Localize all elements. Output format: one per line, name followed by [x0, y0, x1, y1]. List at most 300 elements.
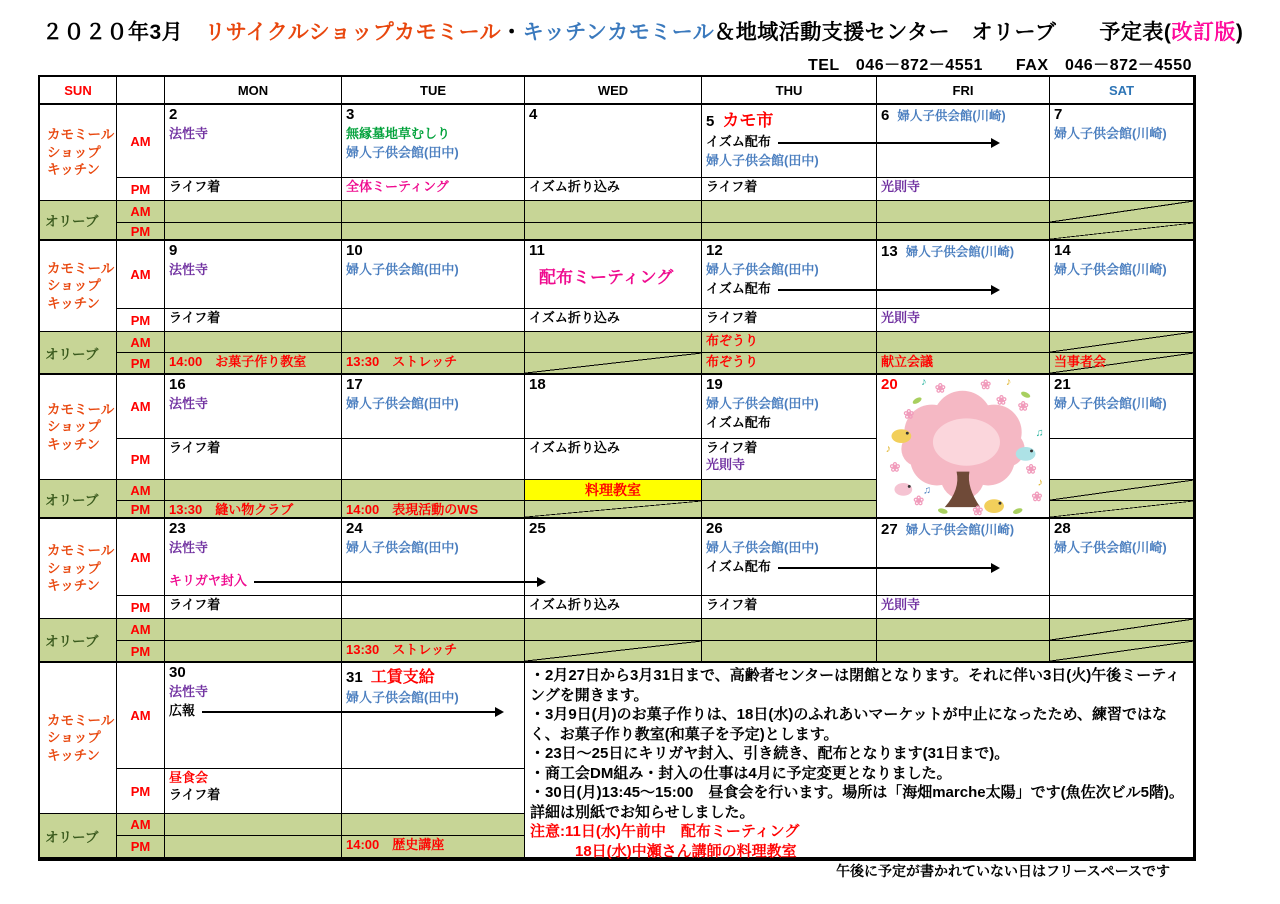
olive-cell [165, 814, 342, 836]
main-row-label-line: ショップ [47, 144, 101, 160]
main-row-label-line: ショップ [47, 419, 101, 435]
day-pm-cell [1050, 439, 1194, 480]
note-line: 注意:11日(水)午前中 配布ミーティング [530, 823, 800, 840]
event-text: 13:30 ストレッチ [346, 642, 458, 657]
event-text: 布ぞうり [706, 333, 759, 348]
event-item [342, 643, 524, 658]
olive-cell [525, 641, 702, 663]
day-am-cell [342, 105, 525, 178]
event-text: 光則寺 [881, 310, 921, 325]
event-item [702, 598, 876, 613]
date-line [702, 241, 876, 259]
svg-text:❀: ❀ [972, 503, 984, 517]
date-line [877, 375, 900, 393]
svg-text:❀: ❀ [980, 376, 991, 392]
day-pm-cell [165, 309, 342, 332]
am-label: AM [117, 105, 165, 178]
date-line [525, 375, 701, 393]
olive-cell [1050, 353, 1194, 375]
day-am-cell [165, 241, 342, 309]
olive-cell [877, 353, 1050, 375]
event-item [342, 541, 524, 556]
event-text: 婦人子供会館(田中) [706, 152, 819, 168]
event-item [525, 598, 701, 613]
olive-am-label: AM [117, 619, 165, 641]
pm-label: PM [117, 309, 165, 332]
day-am-cell [1050, 105, 1194, 178]
event-item [165, 685, 341, 700]
event-item [702, 355, 876, 370]
day-header-sat: SAT [1050, 77, 1194, 105]
am-label: AM [117, 375, 165, 439]
event-item [525, 441, 701, 456]
date-number: 5 [706, 113, 715, 130]
event-text: 法性寺 [169, 126, 209, 141]
olive-cell [342, 641, 525, 663]
day-header-wed: WED [525, 77, 702, 105]
event-text: 14:00 表現活動のWS [346, 502, 479, 517]
event-text: 法性寺 [169, 262, 209, 277]
date-number: 19 [706, 376, 723, 393]
svg-text:♪: ♪ [1005, 375, 1012, 388]
olive-cell [165, 332, 342, 353]
date-line [165, 241, 341, 259]
olive-cell [165, 201, 342, 223]
day-pm-cell [877, 178, 1050, 201]
day-header-fri: FRI [877, 77, 1050, 105]
olive-am-label: AM [117, 814, 165, 836]
olive-pm-label: PM [117, 641, 165, 663]
title-part: キッチンカモミール [522, 21, 715, 44]
svg-text:❀: ❀ [889, 459, 901, 475]
event-item [702, 282, 876, 297]
event-text: 婦人子供会館(田中) [706, 396, 819, 411]
day-header-tue: TUE [342, 77, 525, 105]
olive-cell [342, 501, 525, 519]
date-line [702, 105, 876, 131]
day-header-blank [117, 77, 165, 105]
event-item [1050, 263, 1193, 278]
event-item [342, 127, 524, 142]
olive-cell [702, 501, 877, 519]
main-row-label-line: カモミール [47, 260, 115, 276]
event-text: イズム折り込み [529, 179, 620, 194]
olive-cell [877, 223, 1050, 241]
date-number: 10 [346, 242, 363, 259]
date-number: 7 [1054, 106, 1063, 123]
svg-text:♫: ♫ [1035, 427, 1044, 440]
event-item [702, 560, 876, 575]
olive-pm-label: PM [117, 836, 165, 859]
day-am-cell [342, 241, 525, 309]
event-item [165, 263, 341, 278]
olive-cell [1050, 501, 1194, 519]
day-header-mon: MON [165, 77, 342, 105]
date-number: 6 [881, 107, 890, 124]
olive-row-label: オリーブ [40, 619, 117, 663]
event-item [877, 598, 1049, 613]
day-pm-cell [165, 596, 342, 619]
svg-text:♪: ♪ [885, 442, 892, 455]
olive-cell [165, 836, 342, 859]
date-line [702, 519, 876, 537]
event-text: 婦人子供会館(田中) [346, 262, 459, 277]
date-line [877, 519, 1049, 538]
sakura-tree-illustration [877, 375, 1049, 517]
day-am-cell [1050, 241, 1194, 309]
date-side-label: カモ市 [722, 111, 774, 130]
event-text: 13:30 ストレッチ [346, 354, 458, 369]
date-line [877, 105, 1049, 124]
day-am-cell [877, 241, 1050, 309]
day-pm-cell [525, 596, 702, 619]
date-line [165, 663, 341, 681]
tel-fax-line: TEL 046－872－4551 FAX 046－872－4550 [807, 57, 1192, 74]
event-text: ライフ着 [706, 440, 758, 455]
date-number: 30 [169, 664, 186, 681]
olive-cell [1050, 332, 1194, 353]
day-pm-cell [525, 439, 702, 480]
date-line [342, 663, 524, 687]
footer-note: 午後に予定が書かれていない日はフリースペースです [835, 863, 1170, 879]
date-number: 26 [706, 520, 723, 537]
event-item [1050, 541, 1193, 556]
olive-pm-label: PM [117, 223, 165, 241]
olive-row-label: オリーブ [40, 814, 117, 859]
olive-cell [342, 619, 525, 641]
event-item [165, 598, 341, 613]
title-part: ・ [501, 21, 523, 44]
day-am-cell [702, 375, 877, 439]
day-am-cell [342, 519, 525, 596]
pm-label: PM [117, 439, 165, 480]
event-text: 光則寺 [881, 179, 921, 194]
date-number: 11 [529, 242, 545, 259]
date-line [1050, 105, 1193, 123]
date-number: 14 [1054, 242, 1071, 259]
main-row-label [40, 241, 117, 332]
event-item [165, 180, 341, 195]
note-line: ・30日(月)13:45～15:00 昼食会を行います。場所は「海畑marche太陽」です(魚佐次ビル5階)。詳細は別紙でお知らせしました。 [530, 784, 1184, 821]
day-pm-cell [342, 596, 525, 619]
note-line: 18日(水)中瀬さん講師の料理教室 [530, 842, 797, 860]
event-text: 法性寺 [169, 684, 209, 699]
event-item [342, 691, 524, 706]
title-part: ) [1235, 21, 1244, 44]
main-row-label-line: ショップ [47, 560, 101, 576]
title-part: 改訂版 [1171, 21, 1236, 44]
date-line [342, 241, 524, 259]
note-line: ・3月9日(月)のお菓子作りは、18日(水)のふれあいマーケットが中止になったため、練習ではなく、お菓子作り教室(和菓子を予定)とします。 [530, 706, 1168, 743]
date-number: 12 [706, 242, 723, 259]
event-text: 光則寺 [881, 597, 921, 612]
event-item [877, 355, 1049, 370]
event-item [165, 574, 341, 589]
event-text: 婦人子供会館(田中) [346, 396, 459, 411]
event-item [702, 541, 876, 556]
svg-text:❀: ❀ [913, 493, 924, 509]
date-line [165, 375, 341, 393]
event-item [342, 355, 524, 370]
svg-text:♪: ♪ [921, 375, 927, 388]
event-item [165, 704, 341, 719]
event-text: 料理教室 [585, 481, 641, 498]
date-number: 17 [346, 376, 363, 393]
pm-label: PM [117, 596, 165, 619]
note-line: ・2月27日から3月31日まで、高齢者センターは閉館となります。それに伴い3日(火)午後ミーティングを開きます。 [530, 667, 1181, 704]
event-text: 13:30 縫い物クラブ [169, 502, 294, 517]
olive-cell [342, 480, 525, 501]
event-text: 婦人子供会館(川崎) [1054, 126, 1167, 141]
event-item [165, 311, 341, 326]
event-item [702, 334, 876, 349]
event-text: 婦人子供会館(田中) [346, 690, 459, 705]
olive-cell [702, 332, 877, 353]
event-item [702, 154, 876, 169]
day-am-cell [165, 375, 342, 439]
event-item [702, 441, 876, 456]
event-text: イズム配布 [706, 134, 771, 149]
event-text: 14:00 歴史講座 [346, 837, 445, 852]
date-line [702, 375, 876, 393]
event-item [165, 771, 341, 786]
olive-cell [525, 353, 702, 375]
olive-am-label: AM [117, 480, 165, 501]
olive-cell [1050, 223, 1194, 241]
event-item [342, 503, 524, 518]
olive-cell [525, 480, 702, 501]
event-text: ライフ着 [169, 179, 221, 194]
event-item [877, 180, 1049, 195]
day-am-cell [165, 105, 342, 178]
day-pm-cell [342, 178, 525, 201]
date-number: 3 [346, 106, 355, 123]
day-pm-cell [702, 309, 877, 332]
event-item [877, 311, 1049, 326]
olive-am-label: AM [117, 201, 165, 223]
olive-cell [877, 201, 1050, 223]
day-am-cell [702, 241, 877, 309]
day-am-cell [1050, 375, 1194, 439]
pm-label: PM [117, 769, 165, 814]
event-item [1050, 397, 1193, 412]
day-am-cell [1050, 519, 1194, 596]
date-line [165, 519, 341, 537]
olive-cell [525, 201, 702, 223]
olive-cell [165, 619, 342, 641]
olive-cell [525, 619, 702, 641]
event-item [1050, 127, 1193, 142]
olive-cell [702, 480, 877, 501]
event-text: 無縁墓地草むしり [346, 126, 451, 141]
event-item [165, 127, 341, 142]
olive-cell [525, 223, 702, 241]
notes-cell [525, 663, 1194, 859]
day-pm-cell [1050, 596, 1194, 619]
day-am-cell [877, 105, 1050, 178]
event-item [342, 180, 524, 195]
olive-cell [165, 501, 342, 519]
olive-cell [1050, 619, 1194, 641]
olive-cell [342, 814, 525, 836]
olive-cell [342, 223, 525, 241]
olive-cell [702, 619, 877, 641]
event-item [525, 311, 701, 326]
event-item [702, 416, 876, 431]
day-pm-cell [342, 439, 525, 480]
event-text: ライフ着 [706, 310, 758, 325]
schedule-table [38, 75, 1196, 861]
event-item [165, 441, 341, 456]
olive-pm-label: PM [117, 501, 165, 519]
day-am-cell [877, 519, 1050, 596]
am-label: AM [117, 519, 165, 596]
olive-cell [702, 223, 877, 241]
event-item [342, 397, 524, 412]
date-number: 25 [529, 520, 546, 537]
date-number: 21 [1054, 376, 1071, 393]
olive-am-label: AM [117, 332, 165, 353]
day-am-cell [165, 519, 342, 596]
olive-pm-label: PM [117, 353, 165, 375]
event-item [702, 263, 876, 278]
note-line: ・23日～25日にキリガヤ封入、引き続き、配布となります(31日まで)。 [530, 745, 1010, 762]
olive-cell [1050, 201, 1194, 223]
day-am-cell [165, 663, 342, 769]
event-text: ライフ着 [169, 786, 221, 802]
main-row-label-line: ショップ [47, 278, 101, 294]
date-number: 23 [169, 520, 186, 537]
event-item [342, 838, 524, 853]
main-row-label-line: カモミール [47, 127, 115, 143]
event-item [1050, 355, 1193, 370]
day-pm-cell [1050, 178, 1194, 201]
holiday-tree-cell [877, 375, 1050, 519]
svg-text:❀: ❀ [996, 392, 1007, 408]
note-line: ・商工会DM組み・封入の仕事は4月に予定変更となりました。 [530, 764, 952, 782]
event-text: イズム折り込み [529, 310, 620, 325]
day-pm-cell [165, 178, 342, 201]
event-text: 婦人子供会館(川崎) [1054, 540, 1167, 555]
svg-text:❀: ❀ [903, 406, 915, 422]
event-text: イズム配布 [706, 280, 771, 296]
main-row-label-line: カモミール [47, 712, 115, 728]
olive-cell [342, 836, 525, 859]
olive-cell [525, 332, 702, 353]
day-pm-cell [702, 178, 877, 201]
event-item [165, 541, 341, 556]
date-side-label: 婦人子供会館(川崎) [905, 523, 1015, 537]
event-item [165, 503, 341, 518]
main-row-label-line: カモミール [47, 401, 115, 417]
date-line [1050, 241, 1193, 259]
day-am-cell [525, 375, 702, 439]
day-pm-cell [342, 309, 525, 332]
olive-cell [342, 353, 525, 375]
date-line [1050, 519, 1193, 537]
date-side-label: 婦人子供会館(川崎) [897, 109, 1006, 123]
event-text: 婦人子供会館(川崎) [1054, 262, 1167, 277]
day-pm-cell [702, 596, 877, 619]
event-text: 布ぞうり [706, 354, 759, 369]
olive-cell [342, 201, 525, 223]
day-pm-cell [1050, 309, 1194, 332]
am-label: AM [117, 663, 165, 769]
main-row-label [40, 105, 117, 201]
event-text: 広報 [169, 702, 196, 718]
olive-cell [165, 353, 342, 375]
event-text: キリガヤ封入 [169, 572, 247, 588]
event-text: イズム配布 [706, 558, 771, 574]
event-item [165, 355, 341, 370]
main-row-label-line: キッチン [47, 578, 101, 594]
svg-text:❀: ❀ [934, 380, 946, 396]
day-am-cell [342, 663, 525, 769]
date-number: 9 [169, 242, 178, 259]
day-am-cell [702, 519, 877, 596]
day-am-cell [525, 241, 702, 309]
event-text: 光則寺 [706, 456, 746, 472]
title-part: ＆地域活動支援センター オリーブ 予定表( [714, 21, 1172, 44]
day-pm-cell [165, 439, 342, 480]
svg-text:♪: ♪ [1037, 476, 1043, 489]
event-item [702, 135, 876, 150]
day-pm-cell [342, 769, 525, 814]
date-line [342, 105, 524, 123]
event-text: 配布ミーティング [539, 268, 674, 287]
day-am-cell [702, 105, 877, 178]
svg-text:❀: ❀ [1017, 398, 1029, 414]
event-item [525, 180, 701, 195]
event-item [525, 268, 701, 288]
event-text: 全体ミーティング [346, 179, 449, 194]
olive-cell [525, 501, 702, 519]
day-header-sun: SUN [40, 77, 117, 105]
svg-text:❀: ❀ [1025, 461, 1037, 477]
main-row-label-line: キッチン [47, 162, 101, 178]
date-side-label: 工賃支給 [370, 669, 435, 686]
olive-row-label: オリーブ [40, 480, 117, 519]
event-item [342, 146, 524, 161]
main-row-label-line: キッチン [47, 436, 101, 452]
event-text: イズム折り込み [529, 597, 620, 612]
event-text: ライフ着 [169, 597, 221, 612]
day-pm-cell [165, 769, 342, 814]
date-line [525, 519, 701, 537]
event-item [702, 311, 876, 326]
event-text: 法性寺 [169, 540, 209, 555]
day-pm-cell [525, 309, 702, 332]
day-am-cell [525, 105, 702, 178]
date-number: 20 [881, 376, 898, 393]
olive-cell [877, 332, 1050, 353]
event-text: ライフ着 [169, 310, 221, 325]
olive-cell [165, 480, 342, 501]
event-text: 婦人子供会館(田中) [346, 144, 459, 160]
date-number: 18 [529, 376, 546, 393]
olive-cell [342, 332, 525, 353]
svg-text:❀: ❀ [1031, 489, 1043, 505]
event-text: 法性寺 [169, 396, 209, 411]
olive-cell [877, 641, 1050, 663]
event-text: 当事者会 [1054, 354, 1107, 369]
event-text: イズム配布 [706, 414, 771, 430]
event-item [702, 180, 876, 195]
date-line [342, 519, 524, 537]
main-row-label-line: キッチン [47, 747, 101, 763]
day-am-cell [525, 519, 702, 596]
date-number: 28 [1054, 520, 1071, 537]
